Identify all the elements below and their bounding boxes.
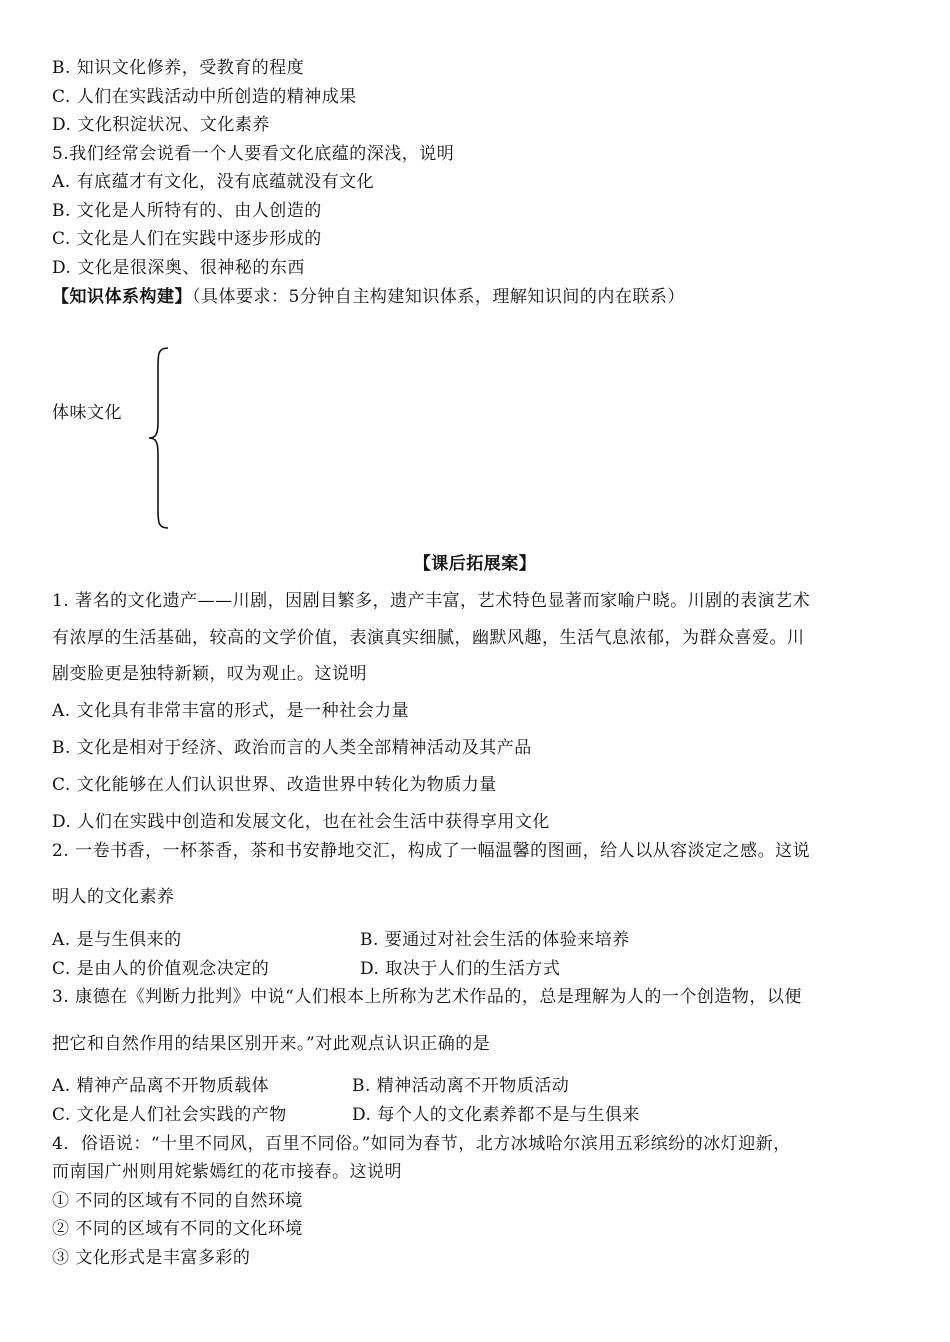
exercise-3-stem-line: 3. 康德在《判断力批判》中说“人们根本上所称为艺术作品的，总是理解为人的一个创造物，以便 [52,987,802,1007]
option-line: C. 人们在实践活动中所创造的精神成果 [52,87,357,107]
knowledge-heading: 【知识体系构建】 [52,287,192,307]
exercise-2-option-b: B. 要通过对社会生活的体验来培养 [360,930,630,950]
question-5-option-c: C. 文化是人们在实践中逐步形成的 [52,229,322,249]
exercise-2-stem-line: 2. 一卷书香，一杯茶香，茶和书安静地交汇，构成了一幅温馨的图画，给人以从容淡定之感。这说 [52,841,811,861]
question-5-option-b: B. 文化是人所特有的、由人创造的 [52,201,322,221]
exercise-1-stem-line: 1. 著名的文化遗产——川剧，因剧目繁多，遗产丰富，艺术特色显著而家喻户晓。川剧的表演艺术 [52,591,811,611]
exercise-3-option-c: C. 文化是人们社会实践的产物 [52,1105,287,1125]
exercise-1-option-a: A. 文化具有非常丰富的形式，是一种社会力量 [52,701,410,721]
question-5-option-a: A. 有底蕴才有文化，没有底蕴就没有文化 [52,172,375,192]
question-5-option-d: D. 文化是很深奥、很神秘的东西 [52,258,305,278]
exercise-4-stem-line: 而南国广州则用姹紫嫣红的花市接春。这说明 [52,1162,402,1182]
exercise-2-stem-line: 明人的文化素养 [52,887,175,907]
section-title: 【课后拓展案】 [413,554,537,574]
exercise-4-stem-line: 4．俗语说：“十里不同风，百里不同俗。”如同为春节，北方冰城哈尔滨用五彩缤纷的冰灯迎新， [52,1134,791,1154]
exercise-1-option-d: D. 人们在实践中创造和发展文化，也在社会生活中获得享用文化 [52,812,550,832]
exercise-3-stem-line: 把它和自然作用的结果区别开来。”对此观点认识正确的是 [52,1034,491,1054]
exercise-4-item-2: ② 不同的区域有不同的文化环境 [52,1219,303,1239]
exercise-4-item-3: ③ 文化形式是丰富多彩的 [52,1248,251,1268]
option-line: D. 文化积淀状况、文化素养 [52,115,270,135]
exercise-1-option-b: B. 文化是相对于经济、政治而言的人类全部精神活动及其产品 [52,738,532,758]
exercise-2-option-d: D. 取决于人们的生活方式 [360,959,561,979]
exercise-3-option-b: B. 精神活动离不开物质活动 [352,1076,570,1096]
question-5-stem: 5.我们经常会说看一个人要看文化底蕴的深浅，说明 [52,144,455,164]
option-line: B. 知识文化修养，受教育的程度 [52,58,305,78]
exercise-1-stem-line: 剧变脸更是独特新颖，叹为观止。这说明 [52,664,367,684]
exercise-1-option-c: C. 文化能够在人们认识世界、改造世界中转化为物质力量 [52,775,497,795]
curly-brace [146,346,172,530]
exercise-3-option-a: A. 精神产品离不开物质载体 [52,1076,270,1096]
exercise-3-option-d: D. 每个人的文化素养都不是与生俱来 [352,1105,640,1125]
diagram-label: 体味文化 [52,403,122,423]
exercise-1-stem-line: 有浓厚的生活基础，较高的文学价值，表演真实细腻，幽默风趣，生活气息浓郁，为群众喜爱。川 [52,628,805,648]
knowledge-system-line [52,286,685,308]
exercise-4-item-1: ① 不同的区域有不同的自然环境 [52,1191,303,1211]
exercise-2-option-a: A. 是与生俱来的 [52,930,182,950]
exercise-2-option-c: C. 是由人的价值观念决定的 [52,959,270,979]
knowledge-requirement: （具体要求：5分钟自主构建知识体系，理解知识间的内在联系） [192,287,685,307]
